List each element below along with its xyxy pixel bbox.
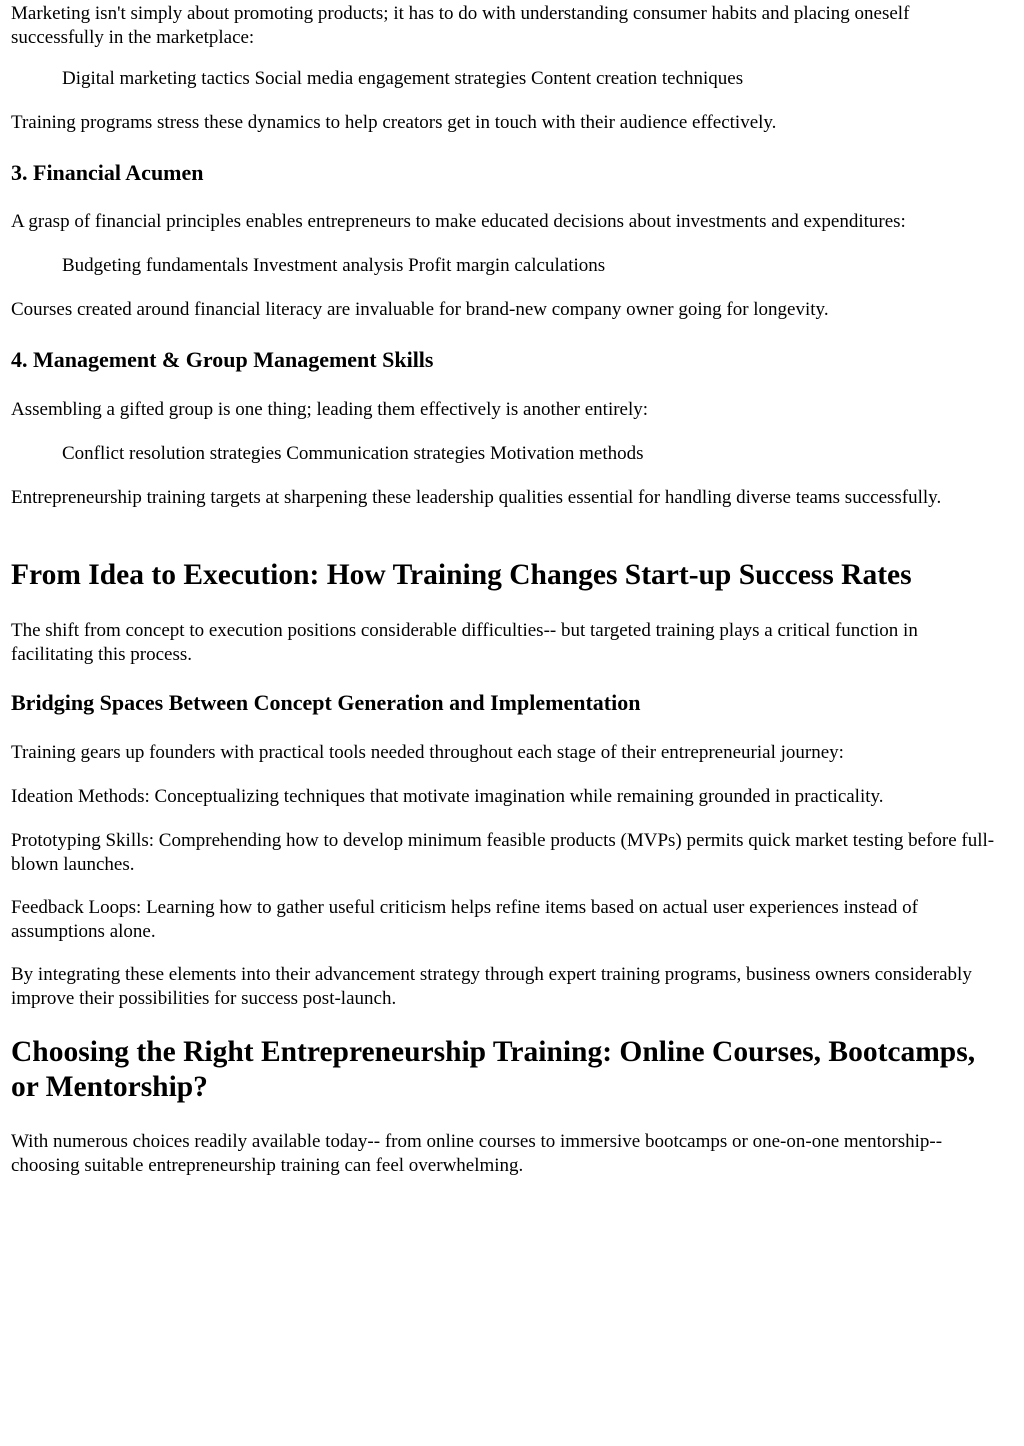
financial-acumen-heading: 3. Financial Acumen (11, 160, 204, 185)
idea-intro-paragraph: The shift from concept to execution positions considerable difficulties-- but targeted training plays a critical function in facilitating this process. (11, 620, 918, 665)
bridging-spaces-heading: Bridging Spaces Between Concept Generation and Implementation (11, 690, 641, 715)
marketing-outro-paragraph: Training programs stress these dynamics to help creators get in touch with their audience effectively. (11, 112, 777, 133)
choosing-training-heading: Choosing the Right Entrepreneurship Training: Online Courses, Bootcamps, or Mentorship? (11, 1036, 976, 1103)
ideation-methods-paragraph: Ideation Methods: Conceptualizing techniques that motivate imagination while remaining grounded in practicality. (11, 786, 884, 807)
prototyping-skills-paragraph: Prototyping Skills: Comprehending how to develop minimum feasible products (MVPs) permits quick market testing before full-blown launches. (11, 830, 995, 875)
feedback-loops-paragraph: Feedback Loops: Learning how to gather useful criticism helps refine items based on actual user experiences instead of assumptions alone. (11, 897, 918, 942)
idea-to-execution-heading: From Idea to Execution: How Training Changes Start-up Success Rates (11, 559, 912, 591)
management-list-items: Conflict resolution strategies Communication strategies Motivation methods (62, 443, 644, 464)
bridging-outro-paragraph: By integrating these elements into their advancement strategy through expert training programs, business owners considerably improve their possibilities for success post-launch. (11, 964, 972, 1009)
management-outro-paragraph: Entrepreneurship training targets at sharpening these leadership qualities essential for handling diverse teams successfully. (11, 487, 942, 508)
financial-list-items: Budgeting fundamentals Investment analysis Profit margin calculations (62, 255, 606, 276)
bridging-intro-paragraph: Training gears up founders with practical tools needed throughout each stage of their entrepreneurial journey: (11, 742, 844, 763)
marketing-intro-paragraph: Marketing isn't simply about promoting products; it has to do with understanding consumer habits and placing oneself successfully in the marketplace: (11, 3, 910, 48)
financial-outro-paragraph: Courses created around financial literacy are invaluable for brand-new company owner going for longevity. (11, 299, 829, 320)
management-heading: 4. Management & Group Management Skills (11, 347, 434, 372)
marketing-list-items: Digital marketing tactics Social media engagement strategies Content creation techniques (62, 68, 744, 89)
financial-intro-paragraph: A grasp of financial principles enables entrepreneurs to make educated decisions about investments and expenditures: (11, 211, 906, 232)
choosing-intro-paragraph: With numerous choices readily available today-- from online courses to immersive bootcamps or one-on-one mentorship-- choosing suitable entrepreneurship training can feel overwhelming. (11, 1131, 943, 1176)
management-intro-paragraph: Assembling a gifted group is one thing; leading them effectively is another entirely: (11, 399, 649, 420)
